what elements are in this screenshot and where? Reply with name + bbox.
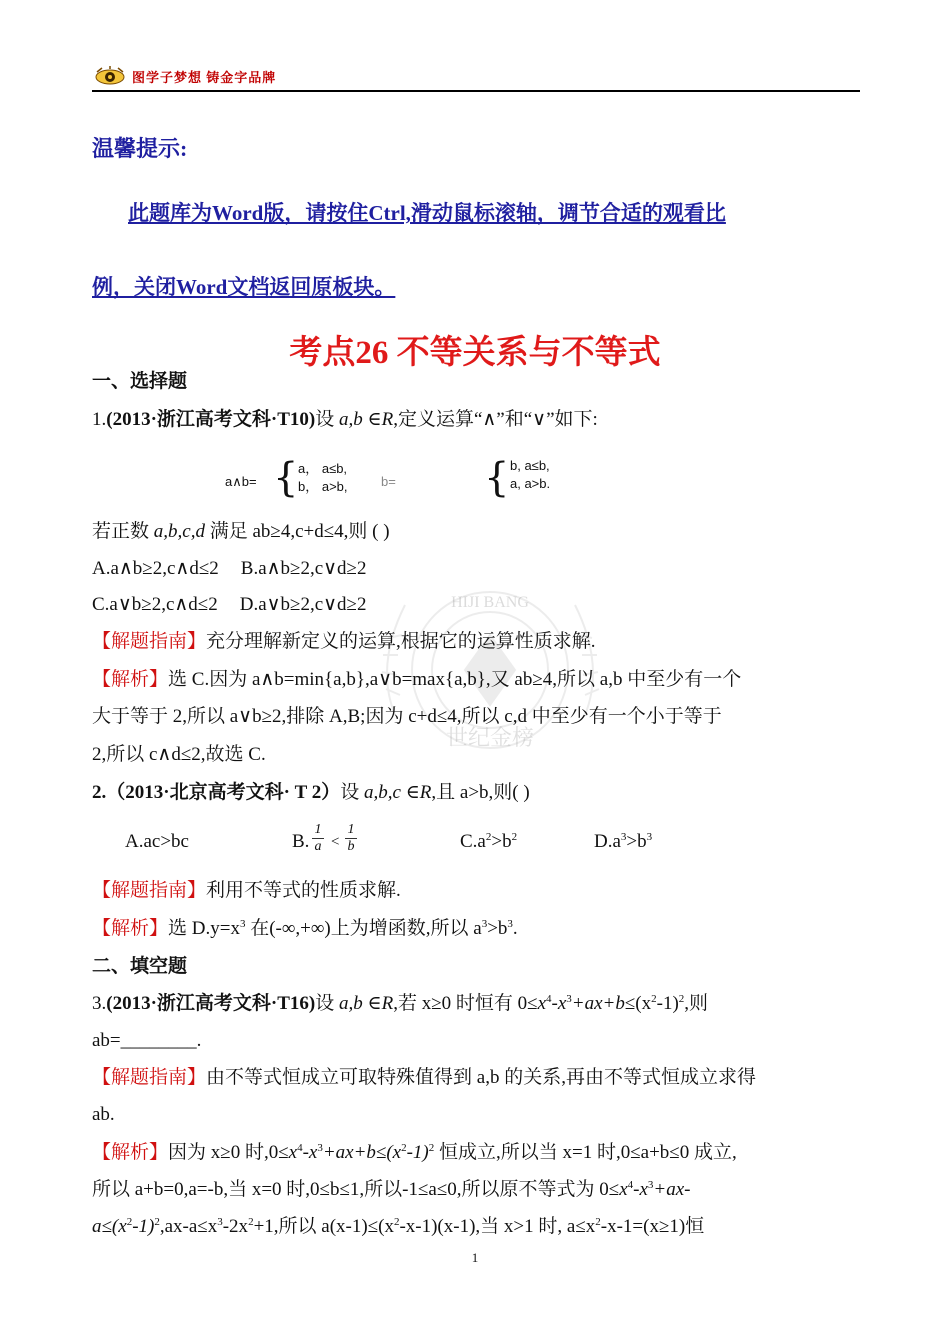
q2-stem: 2.（2013·北京高考文科· T 2）设 a,b,c ∈R,且 a>b,则( ): [92, 782, 530, 803]
q2-option-d: $D.a^3>b^3$: [594, 831, 653, 852]
q1-condition: 若正数 a,b,c,d 满足 ab≥4,c+d≤4,则 ( ): [92, 521, 390, 542]
q1-answer-line-3: 2,所以 c∧d≤2,故选 C.: [92, 744, 266, 765]
answer-label: 【解析】: [92, 669, 169, 690]
formula-or-label: b=: [381, 474, 396, 489]
q3-answer-line-1: 【解析】因为 x≥0 时$,0\le x^4-x^3+ax+b\le(x^2-1)^2$ 恒成立,所以当 x=1 时,0≤a+b≤0 成立,: [92, 1142, 737, 1163]
q3-guide-line-1: 【解题指南】由不等式恒成立可取特殊值得到 a,b 的关系,再由不等式恒成立求得: [92, 1067, 756, 1088]
q3-answer-line-2: 所以 a+b=0,a=-b,当 x=0 时,0≤b≤1,所以-1≤a≤0,所以原不等式为 $0\le x^4-x^3+ax-$: [92, 1179, 691, 1200]
q1-option-c: C.a∨b≥2,c∧d≤2: [92, 594, 218, 615]
formula-or-case-2: a, a>b.: [510, 476, 551, 491]
watermark-top-text: HIJI BANG: [451, 594, 529, 611]
q3-blank: ab=________.: [92, 1030, 202, 1051]
q1-options-ab: [92, 557, 366, 581]
q1-answer-line-2: 大于等于 2,所以 a∨b≥2,排除 A,B;因为 c+d≤4,所以 c,d 中至少有一个小于等于: [92, 706, 722, 727]
tip-line-1[interactable]: 此题库为Word版，请按住Ctrl,滑动鼠标滚轴，调节合适的观看比: [128, 201, 726, 225]
page-header: [92, 64, 860, 92]
eye-logo-icon: [94, 66, 126, 86]
answer-label: 【解析】: [92, 918, 169, 939]
q1-option-a: A.a∧b≥2,c∧d≤2: [92, 558, 219, 579]
formula-or-case-1: b, a≤b,: [510, 458, 550, 473]
answer-label: 【解析】: [92, 1142, 169, 1163]
q1-guide: 【解题指南】充分理解新定义的运算,根据它的运算性质求解.: [92, 631, 596, 652]
header-slogan: 图学子梦想 铸金字品牌: [132, 70, 277, 85]
q1-stem: 1.(2013·浙江高考文科·T10)设 a,b ∈R,定义运算“∧”和“∨”如下:: [92, 409, 598, 430]
section-heading-1: 一、选择题: [92, 371, 188, 392]
q2-option-b-lt: <: [331, 834, 340, 850]
q3-guide-line-2: ab.: [92, 1104, 115, 1125]
q2-guide: 【解题指南】利用不等式的性质求解.: [92, 880, 401, 901]
tip-line-2[interactable]: 例，关闭Word文档返回原板块。: [92, 275, 396, 299]
q3-stem: 3.(2013·浙江高考文科·T16)设 a,b ∈R,若 x≥0 时恒有 $0\le x^4-x^3+ax+b\le(x^2-1)^2$,则: [92, 993, 709, 1014]
main-title: 考点26 不等关系与不等式: [289, 335, 661, 371]
watermark-bottom-text: 世纪金榜: [445, 726, 535, 751]
q2-option-a: A.ac>bc: [125, 831, 189, 852]
formula-and-label: a∧b=: [225, 474, 257, 489]
q1-options-cd: [92, 593, 366, 617]
guide-label: 【解题指南】: [92, 1067, 207, 1088]
q2-option-b-fraction-2: 1 b: [345, 822, 357, 855]
q2-option-b-prefix: B.: [292, 831, 310, 852]
q2-answer: 【解析】选 $D.y=x^3$ 在(-∞,+∞)上为增函数,所以 $a^3>b^3$.: [92, 918, 518, 939]
page-number: 1: [471, 1250, 479, 1265]
q1-answer-line-1: 【解析】选 C.因为 a∧b=min{a,b},a∨b=max{a,b},又 ab≥4,所以 a,b 中至少有一个: [92, 669, 742, 690]
formula-and-case-2: b， a>b,: [298, 479, 348, 494]
left-brace: {: [273, 455, 299, 501]
q1-option-d: D.a∨b≥2,c∨d≥2: [239, 594, 367, 615]
q1-option-b: B.a∧b≥2,c∨d≥2: [240, 558, 367, 579]
right-brace: {: [484, 455, 510, 501]
tip-title: 温馨提示:: [92, 136, 188, 161]
q2-option-c: $C.a^2>b^2$: [460, 831, 518, 852]
guide-label: 【解题指南】: [92, 880, 207, 901]
formula-and-case-1: a， a≤b,: [298, 461, 348, 476]
section-heading-2: 二、填空题: [92, 956, 188, 977]
q3-answer-line-3: $a\le(x^2-1)^2,ax-a\le x^3-2x^2+1$,所以 $a(x-1)\le(x^2-x-1)(x-1)$,当 x>1 时, $a\le x^2-x-1=(x\ge 1)$恒: [92, 1216, 705, 1237]
q2-option-b-fraction-1: 1 a: [312, 822, 324, 855]
guide-label: 【解题指南】: [92, 631, 207, 652]
